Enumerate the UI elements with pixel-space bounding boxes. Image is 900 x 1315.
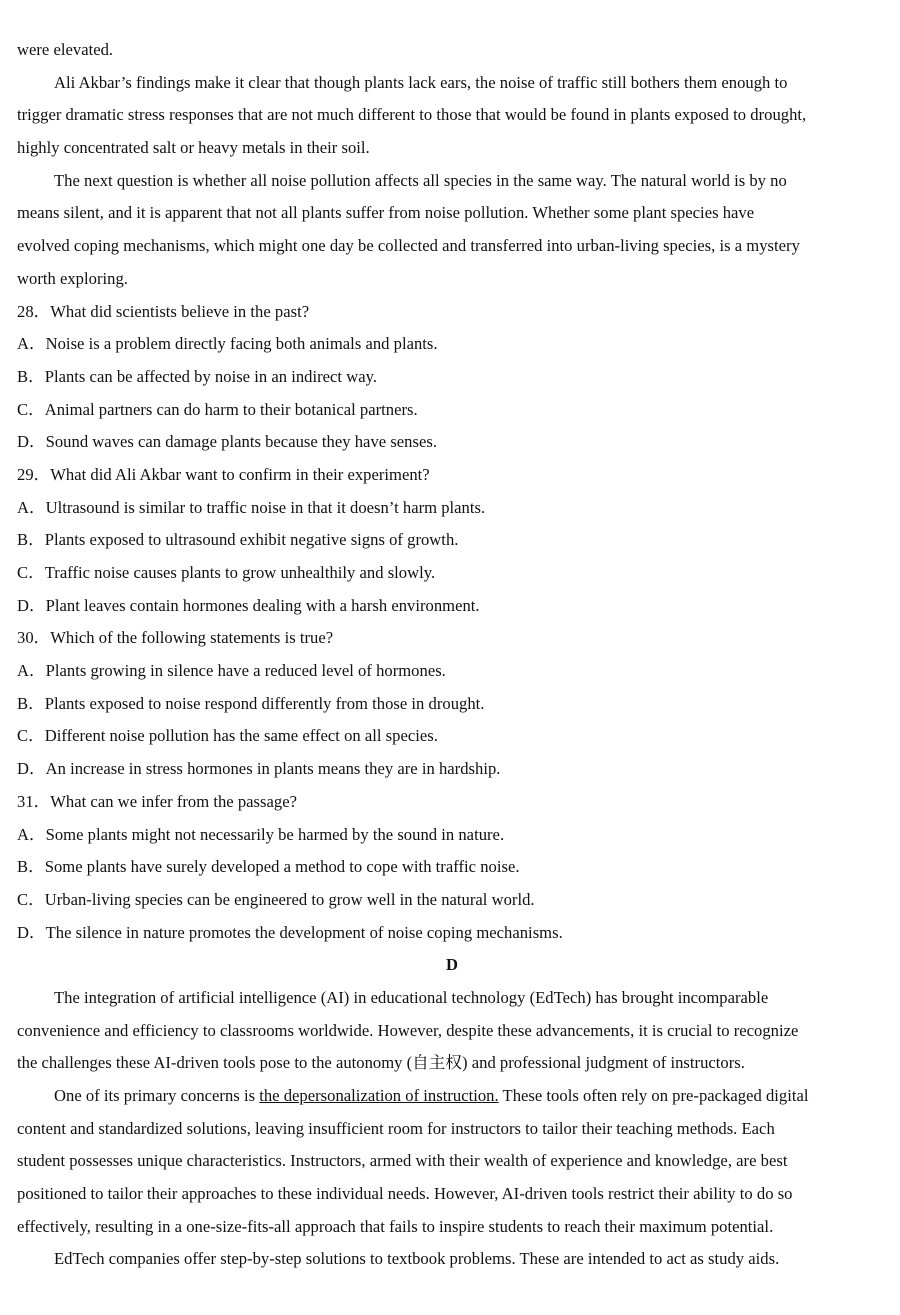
answer-option: B．Plants exposed to noise respond differently from those in drought. <box>17 693 485 713</box>
passage-line: the challenges these AI-driven tools pose to the autonomy (自主权) and professional judgment of instructors. <box>17 1053 745 1073</box>
answer-option: A．Noise is a problem directly facing both animals and plants. <box>17 334 438 354</box>
question-30 <box>17 622 887 785</box>
passage-text: These tools often rely on pre-packaged digital <box>498 1086 809 1105</box>
underlined-phrase: the depersonalization of instruction. <box>259 1086 499 1105</box>
passage-line: Ali Akbar’s findings make it clear that though plants lack ears, the noise of traffic still bothers them enough to <box>54 72 788 92</box>
passage-line: positioned to tailor their approaches to these individual needs. However, AI-driven tools restrict their ability to do so <box>17 1184 793 1204</box>
question-31 <box>17 786 887 949</box>
exam-page <box>17 34 887 1276</box>
passage-line: content and standardized solutions, leaving insufficient room for instructors to tailor their teaching methods. Each <box>17 1118 775 1138</box>
passage-line: student possesses unique characteristics. Instructors, armed with their wealth of experience and knowledge, are best <box>17 1151 788 1171</box>
section-heading: D <box>445 955 458 975</box>
answer-option: C．Traffic noise causes plants to grow unhealthily and slowly. <box>17 563 436 582</box>
passage-line: highly concentrated salt or heavy metals in their soil. <box>17 138 370 158</box>
passage-line: EdTech companies offer step-by-step solutions to textbook problems. These are intended to act as study aids. <box>54 1249 780 1269</box>
question-stem: 30．Which of the following statements is true? <box>17 628 334 648</box>
answer-option: A．Plants growing in silence have a reduced level of hormones. <box>17 661 446 681</box>
passage-line: were elevated. <box>17 40 114 59</box>
passage-line <box>17 1080 887 1113</box>
passage-line: The integration of artificial intelligence (AI) in educational technology (EdTech) has brought incomparable <box>54 987 769 1007</box>
passage-line: effectively, resulting in a one-size-fits-all approach that fails to inspire students to reach their maximum potential. <box>17 1216 774 1236</box>
question-28 <box>17 296 887 459</box>
answer-option: A．Some plants might not necessarily be harmed by the sound in nature. <box>17 824 505 844</box>
answer-option: D．An increase in stress hormones in plants means they are in hardship. <box>17 759 501 779</box>
passage-line: The next question is whether all noise pollution affects all species in the same way. The natural world is by no <box>54 170 787 190</box>
passage-line: worth exploring. <box>17 268 128 288</box>
question-stem: 31．What can we infer from the passage? <box>17 791 297 811</box>
answer-option: B．Plants exposed to ultrasound exhibit negative signs of growth. <box>17 530 459 550</box>
question-stem: 28．What did scientists believe in the past? <box>17 301 310 321</box>
answer-option: C．Different noise pollution has the same effect on all species. <box>17 726 438 746</box>
answer-option: B．Plants can be affected by noise in an indirect way. <box>17 366 378 386</box>
answer-option: B．Some plants have surely developed a method to cope with traffic noise. <box>17 857 520 877</box>
question-stem: 29．What did Ali Akbar want to confirm in their experiment? <box>17 464 430 484</box>
answer-option: A．Ultrasound is similar to traffic noise in that it doesn’t harm plants. <box>17 497 486 517</box>
answer-option: D．Plant leaves contain hormones dealing with a harsh environment. <box>17 595 480 615</box>
passage-line: trigger dramatic stress responses that are not much different to those that would be found in plants exposed to drought, <box>17 105 807 125</box>
passage-line: means silent, and it is apparent that not all plants suffer from noise pollution. Whether some plant species have <box>17 203 755 223</box>
passage-c-ending <box>17 34 887 296</box>
question-29 <box>17 459 887 622</box>
passage-line: evolved coping mechanisms, which might one day be collected and transferred into urban-living species, is a mystery <box>17 236 800 256</box>
answer-option: D．Sound waves can damage plants because they have senses. <box>17 432 438 452</box>
answer-option: C．Animal partners can do harm to their botanical partners. <box>17 399 418 419</box>
answer-option: D．The silence in nature promotes the development of noise coping mechanisms. <box>17 922 563 942</box>
passage-text: One of its primary concerns is <box>54 1086 260 1105</box>
answer-option: C．Urban-living species can be engineered to grow well in the natural world. <box>17 889 535 909</box>
passage-d <box>17 982 887 1276</box>
passage-line: convenience and efficiency to classrooms worldwide. However, despite these advancements, it is crucial to recognize <box>17 1020 799 1040</box>
